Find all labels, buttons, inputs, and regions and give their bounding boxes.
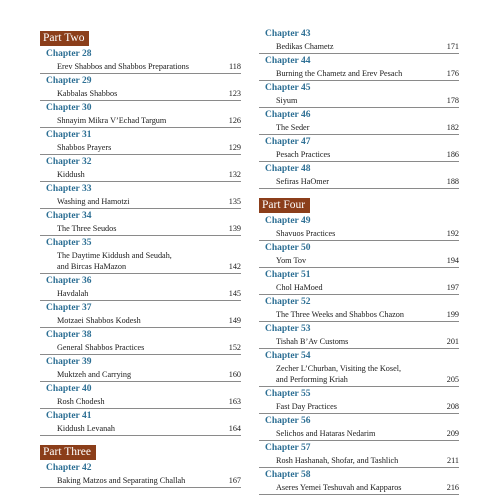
chapter-number: Chapter 41 [46, 411, 92, 421]
chapter-row [40, 315, 241, 328]
page-number: 176 [446, 69, 459, 78]
chapter-title [57, 315, 141, 326]
page-number: 209 [446, 429, 459, 438]
chapter-row [259, 176, 459, 189]
toc-entry[interactable] [259, 28, 459, 54]
chapter-title-line: Fast Day Practices [276, 402, 337, 411]
chapter-number: Chapter 39 [46, 357, 92, 367]
chapter-number: Chapter 47 [265, 137, 311, 147]
page-number: 129 [228, 143, 241, 152]
toc-entry[interactable] [40, 356, 241, 382]
chapter-title [57, 142, 111, 153]
chapter-title-line: General Shabbos Practices [57, 343, 145, 352]
chapter-number: Chapter 57 [265, 443, 311, 453]
chapter-title [276, 363, 401, 385]
chapter-number: Chapter 56 [265, 416, 311, 426]
chapter-row [40, 61, 241, 74]
chapter-title [276, 95, 297, 106]
toc-entry[interactable] [40, 410, 241, 436]
chapter-title [276, 401, 337, 412]
chapter-title [57, 475, 185, 486]
toc-entry[interactable] [259, 55, 459, 81]
chapter-title [57, 61, 189, 72]
chapter-number: Chapter 34 [46, 211, 92, 221]
chapter-number: Chapter 28 [46, 49, 92, 59]
chapter-number: Chapter 37 [46, 303, 92, 313]
page-number: 126 [228, 116, 241, 125]
chapter-title [276, 228, 335, 239]
chapter-number: Chapter 35 [46, 238, 92, 248]
chapter-title [57, 369, 131, 380]
chapter-number: Chapter 51 [265, 270, 311, 280]
chapter-title-line: Havdalah [57, 289, 89, 298]
chapter-title [276, 122, 309, 133]
page-number: 186 [446, 150, 459, 159]
toc-entry[interactable] [40, 183, 241, 209]
page-number: 145 [228, 289, 241, 298]
chapter-title [57, 223, 116, 234]
chapter-row [40, 475, 241, 488]
chapter-row [40, 423, 241, 436]
chapter-row [259, 482, 459, 495]
chapter-row [259, 455, 459, 468]
page-number: 167 [228, 476, 241, 485]
chapter-title [57, 250, 172, 272]
page-number: 139 [228, 224, 241, 233]
toc-entry[interactable] [259, 82, 459, 108]
toc-entry[interactable] [259, 296, 459, 322]
chapter-row [259, 41, 459, 54]
part-heading-block [259, 195, 459, 215]
toc-entry[interactable] [259, 163, 459, 189]
chapter-row [259, 149, 459, 162]
chapter-title-line: Siyum [276, 96, 298, 105]
chapter-title-line: and Performing Kriah [276, 375, 348, 384]
toc-entry[interactable] [40, 102, 241, 128]
page-number: 199 [446, 310, 459, 319]
chapter-number: Chapter 50 [265, 243, 311, 253]
chapter-row [259, 122, 459, 135]
chapter-row [259, 68, 459, 81]
chapter-title [57, 169, 85, 180]
chapter-title [276, 455, 398, 466]
page-number: 194 [446, 256, 459, 265]
toc-entry[interactable] [40, 75, 241, 101]
page-number: 197 [446, 283, 459, 292]
chapter-title-line: Muktzeh and Carrying [57, 370, 132, 379]
toc-entry[interactable] [259, 215, 459, 241]
page-number: 152 [228, 343, 241, 352]
page-number: 201 [446, 337, 459, 346]
chapter-title [276, 336, 348, 347]
page-number: 123 [228, 89, 241, 98]
chapter-title-line: The Three Weeks and Shabbos Chazon [276, 310, 404, 319]
page-number: 118 [229, 62, 241, 71]
chapter-number: Chapter 42 [46, 463, 92, 473]
chapter-row [259, 255, 459, 268]
page-number: 142 [228, 262, 241, 271]
chapter-title [276, 482, 401, 493]
chapter-number: Chapter 43 [265, 29, 311, 39]
chapter-title-line: Aseres Yemei Teshuvah and Kapparos [276, 483, 402, 492]
page-number: 211 [447, 456, 459, 465]
chapter-number: Chapter 32 [46, 157, 92, 167]
chapter-number: Chapter 44 [265, 56, 311, 66]
toc-entry[interactable] [259, 415, 459, 441]
chapter-number: Chapter 30 [46, 103, 92, 113]
toc-entry[interactable] [259, 323, 459, 349]
part-heading-block [40, 28, 241, 48]
chapter-title-line: Shnayim Mikra V’Echad Targum [57, 116, 167, 125]
chapter-title [57, 396, 105, 407]
toc-entry[interactable] [259, 442, 459, 468]
chapter-row [40, 369, 241, 382]
toc-entry[interactable] [259, 242, 459, 268]
page-number: 192 [446, 229, 459, 238]
chapter-row [40, 142, 241, 155]
chapter-title-line: Kiddush Levanah [57, 424, 115, 433]
toc-entry[interactable] [259, 269, 459, 295]
chapter-number: Chapter 52 [265, 297, 311, 307]
chapter-title [276, 176, 329, 187]
chapter-row [40, 250, 241, 274]
chapter-title-line: The Daytime Kiddush and Seudah, [57, 251, 172, 260]
page-number: 188 [446, 177, 459, 186]
chapter-title [276, 428, 375, 439]
chapter-title [276, 41, 334, 52]
chapter-title-line: Shavuos Practices [276, 229, 336, 238]
part-heading: Part Two [40, 31, 89, 46]
chapter-title-line: Erev Shabbos and Shabbos Preparations [57, 62, 189, 71]
page-number: 135 [228, 197, 241, 206]
toc-entry[interactable] [259, 350, 459, 387]
toc-entry[interactable] [40, 329, 241, 355]
chapter-title [57, 423, 115, 434]
toc-entry[interactable] [40, 210, 241, 236]
chapter-number: Chapter 29 [46, 76, 92, 86]
chapter-row [259, 309, 459, 322]
chapter-title-line: Rosh Hashanah, Shofar, and Tashlich [276, 456, 399, 465]
page-number: 163 [228, 397, 241, 406]
chapter-title [276, 68, 402, 79]
page-number: 182 [446, 123, 459, 132]
chapter-row [259, 401, 459, 414]
page-number: 132 [228, 170, 241, 179]
chapter-title [57, 288, 88, 299]
chapter-row [259, 95, 459, 108]
toc-right-column [259, 28, 459, 496]
chapter-title-line: Motzaei Shabbos Kodesh [57, 316, 141, 325]
chapter-title-line: Chol HaMoed [276, 283, 323, 292]
part-heading-block [40, 442, 241, 462]
chapter-number: Chapter 45 [265, 83, 311, 93]
chapter-title-line: and Bircas HaMazon [57, 262, 127, 271]
toc-left-column [40, 28, 241, 489]
toc-entry[interactable] [40, 48, 241, 74]
toc-entry[interactable] [40, 462, 241, 488]
chapter-number: Chapter 46 [265, 110, 311, 120]
chapter-title-line: Tishah B’Av Customs [276, 337, 349, 346]
toc-entry[interactable] [40, 237, 241, 274]
chapter-number: Chapter 58 [265, 470, 311, 480]
page-number: 160 [228, 370, 241, 379]
chapter-number: Chapter 53 [265, 324, 311, 334]
chapter-title-line: Sefiras HaOmer [276, 177, 329, 186]
chapter-number: Chapter 38 [46, 330, 92, 340]
chapter-row [259, 282, 459, 295]
toc-entry[interactable] [40, 383, 241, 409]
chapter-title [57, 342, 144, 353]
toc-entry[interactable] [40, 129, 241, 155]
chapter-number: Chapter 49 [265, 216, 311, 226]
chapter-title-line: Rosh Chodesh [57, 397, 105, 406]
chapter-title-line: Yom Tov [276, 256, 307, 265]
chapter-title-line: Burning the Chametz and Erev Pesach [276, 69, 403, 78]
chapter-title-line: Bedikas Chametz [276, 42, 334, 51]
chapter-number: Chapter 55 [265, 389, 311, 399]
page-number: 208 [446, 402, 459, 411]
toc-entry[interactable] [259, 109, 459, 135]
toc-entry[interactable] [40, 156, 241, 182]
chapter-title [57, 196, 130, 207]
chapter-title-line: Zecher L’Churban, Visiting the Kosel, [276, 364, 402, 373]
chapter-title [276, 282, 323, 293]
chapter-row [40, 396, 241, 409]
chapter-row [259, 228, 459, 241]
chapter-title-line: Selichos and Hataras Nedarim [276, 429, 376, 438]
chapter-title [276, 149, 330, 160]
page-number: 149 [228, 316, 241, 325]
toc-entry[interactable] [40, 275, 241, 301]
chapter-row [40, 169, 241, 182]
page-number: 164 [228, 424, 241, 433]
chapter-row [40, 88, 241, 101]
part-heading: Part Three [40, 445, 96, 460]
chapter-row [40, 223, 241, 236]
chapter-title [57, 115, 166, 126]
chapter-row [259, 336, 459, 349]
page-number: 171 [446, 42, 459, 51]
page-number: 205 [446, 375, 459, 384]
chapter-title [57, 88, 117, 99]
chapter-row [40, 196, 241, 209]
chapter-number: Chapter 31 [46, 130, 92, 140]
chapter-number: Chapter 48 [265, 164, 311, 174]
page-number: 178 [446, 96, 459, 105]
page-number: 216 [446, 483, 459, 492]
chapter-number: Chapter 33 [46, 184, 92, 194]
chapter-number: Chapter 40 [46, 384, 92, 394]
chapter-row [40, 115, 241, 128]
chapter-title-line: Kiddush [57, 170, 85, 179]
chapter-title-line: Shabbos Prayers [57, 143, 112, 152]
chapter-title-line: The Three Seudos [57, 224, 117, 233]
toc-entry[interactable] [259, 469, 459, 495]
chapter-number: Chapter 36 [46, 276, 92, 286]
chapter-title [276, 309, 404, 320]
toc-entry[interactable] [259, 136, 459, 162]
chapter-title-line: The Seder [276, 123, 310, 132]
chapter-title-line: Kabbalas Shabbos [57, 89, 118, 98]
part-heading: Part Four [259, 198, 310, 213]
chapter-title-line: Baking Matzos and Separating Challah [57, 476, 186, 485]
chapter-row [40, 342, 241, 355]
chapter-row [40, 288, 241, 301]
chapter-row [259, 428, 459, 441]
chapter-number: Chapter 54 [265, 351, 311, 361]
chapter-title [276, 255, 306, 266]
toc-entry[interactable] [259, 388, 459, 414]
toc-entry[interactable] [40, 302, 241, 328]
chapter-title-line: Pesach Practices [276, 150, 331, 159]
chapter-row [259, 363, 459, 387]
chapter-title-line: Washing and Hamotzi [57, 197, 130, 206]
